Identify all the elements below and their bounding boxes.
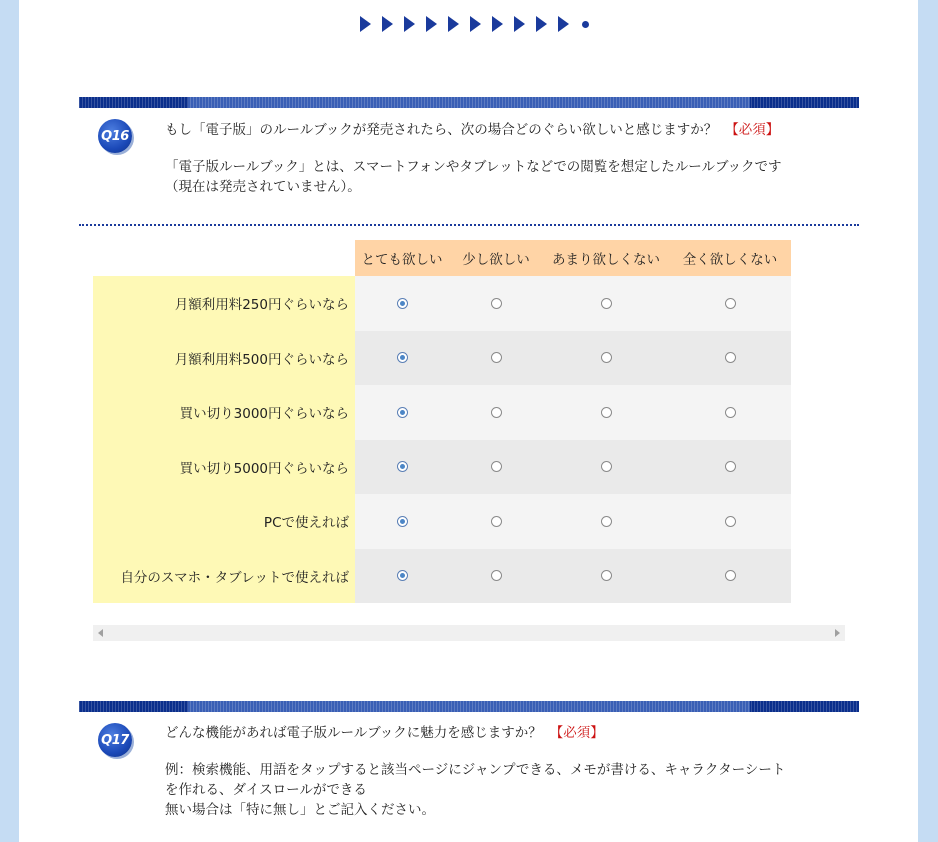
progress-arrow-icon [360, 16, 371, 32]
row-label: 月額利用料500円ぐらいなら [93, 331, 355, 386]
row-label: 自分のスマホ・タブレットで使えれば [93, 549, 355, 604]
q16-badge-label: Q16 [101, 128, 129, 144]
radio-cell[interactable] [669, 331, 791, 386]
radio-button[interactable] [601, 407, 612, 418]
radio-button[interactable] [397, 516, 408, 527]
radio-button[interactable] [397, 461, 408, 472]
radio-cell[interactable] [669, 549, 791, 604]
row-label: 買い切り5000円ぐらいなら [93, 440, 355, 495]
radio-cell[interactable] [543, 440, 669, 495]
radio-cell[interactable] [355, 276, 449, 331]
q17-title-text: どんな機能があれば電子版ルールブックに魅力を感じますか？ [165, 725, 542, 741]
progress-arrow-icon [470, 16, 481, 32]
divider [79, 224, 859, 226]
radio-cell[interactable] [449, 331, 543, 386]
radio-button[interactable] [725, 298, 736, 309]
radio-button[interactable] [601, 516, 612, 527]
radio-button[interactable] [397, 298, 408, 309]
matrix-row [93, 276, 793, 331]
radio-button[interactable] [725, 570, 736, 581]
q16-description [165, 157, 782, 197]
radio-button[interactable] [491, 407, 502, 418]
radio-button[interactable] [491, 352, 502, 363]
radio-cell[interactable] [355, 494, 449, 549]
radio-cell[interactable] [449, 549, 543, 604]
row-label: PCで使えれば [93, 494, 355, 549]
scroll-left-icon[interactable] [98, 629, 103, 637]
matrix-header-blank [93, 240, 355, 276]
matrix-row [93, 385, 793, 440]
q17-required-badge: 【必須】 [549, 725, 604, 741]
radio-cell[interactable] [543, 549, 669, 604]
radio-cell[interactable] [543, 276, 669, 331]
q16-title-text: もし「電子版」のルールブックが発売されたら、次の場合どのぐらい欲しいと感じますか？ [165, 122, 718, 138]
radio-cell[interactable] [543, 385, 669, 440]
progress-arrow-icon [426, 16, 437, 32]
column-header: とても欲しい [355, 240, 449, 276]
q17-header-bar [79, 701, 859, 712]
radio-button[interactable] [725, 407, 736, 418]
radio-button[interactable] [491, 516, 502, 527]
radio-cell[interactable] [669, 440, 791, 495]
q16-description-line: 「電子版ルールブック」とは、スマートフォンやタブレットなどでの閲覧を想定したルールブックです [165, 159, 782, 175]
q16-badge-icon [98, 119, 132, 153]
radio-cell[interactable] [355, 331, 449, 386]
q17-description [165, 760, 785, 820]
radio-button[interactable] [491, 461, 502, 472]
radio-cell[interactable] [543, 331, 669, 386]
radio-cell[interactable] [449, 276, 543, 331]
radio-cell[interactable] [355, 549, 449, 604]
matrix-row [93, 331, 793, 386]
progress-indicator [360, 13, 589, 35]
scroll-right-icon[interactable] [835, 629, 840, 637]
q16-required-badge: 【必須】 [725, 122, 780, 138]
progress-arrow-icon [492, 16, 503, 32]
radio-cell[interactable] [449, 494, 543, 549]
radio-cell[interactable] [355, 385, 449, 440]
q16-matrix-table [93, 240, 793, 603]
radio-cell[interactable] [543, 494, 669, 549]
progress-arrow-icon [404, 16, 415, 32]
radio-button[interactable] [601, 570, 612, 581]
progress-arrow-icon [382, 16, 393, 32]
row-label: 買い切り3000円ぐらいなら [93, 385, 355, 440]
matrix-body [93, 276, 793, 603]
q17-description-line: を作れる、ダイスロールができる [165, 782, 367, 798]
radio-cell[interactable] [449, 440, 543, 495]
radio-button[interactable] [601, 461, 612, 472]
q17-badge-icon [98, 723, 132, 757]
q17-description-line: 無い場合は「特に無し」とご記入ください。 [165, 802, 435, 818]
radio-cell[interactable] [669, 494, 791, 549]
progress-arrow-icon [514, 16, 525, 32]
radio-button[interactable] [601, 298, 612, 309]
radio-cell[interactable] [449, 385, 543, 440]
radio-button[interactable] [491, 298, 502, 309]
q16-title [165, 121, 779, 139]
matrix-row [93, 549, 793, 604]
progress-arrow-icon [558, 16, 569, 32]
radio-button[interactable] [397, 407, 408, 418]
radio-button[interactable] [725, 516, 736, 527]
horizontal-scrollbar[interactable] [93, 625, 845, 641]
q17-badge-label: Q17 [101, 732, 129, 748]
radio-button[interactable] [397, 352, 408, 363]
column-header: 少し欲しい [449, 240, 543, 276]
matrix-header-row [93, 240, 793, 276]
row-label: 月額利用料250円ぐらいなら [93, 276, 355, 331]
radio-button[interactable] [725, 461, 736, 472]
radio-button[interactable] [725, 352, 736, 363]
progress-arrow-icon [448, 16, 459, 32]
radio-cell[interactable] [355, 440, 449, 495]
radio-button[interactable] [491, 570, 502, 581]
radio-button[interactable] [397, 570, 408, 581]
q17-description-line: 例：検索機能、用語をタップすると該当ページにジャンプできる、メモが書ける、キャラクターシート [165, 762, 786, 778]
column-header: 全く欲しくない [669, 240, 791, 276]
progress-dot-icon [582, 21, 589, 28]
q17-title [165, 724, 604, 742]
survey-page [19, 0, 918, 842]
matrix-row [93, 440, 793, 495]
column-header: あまり欲しくない [543, 240, 669, 276]
radio-button[interactable] [601, 352, 612, 363]
radio-cell[interactable] [669, 385, 791, 440]
radio-cell[interactable] [669, 276, 791, 331]
q16-description-line: （現在は発売されていません）。 [165, 179, 361, 195]
q16-header-bar [79, 97, 859, 108]
matrix-row [93, 494, 793, 549]
progress-arrow-icon [536, 16, 547, 32]
